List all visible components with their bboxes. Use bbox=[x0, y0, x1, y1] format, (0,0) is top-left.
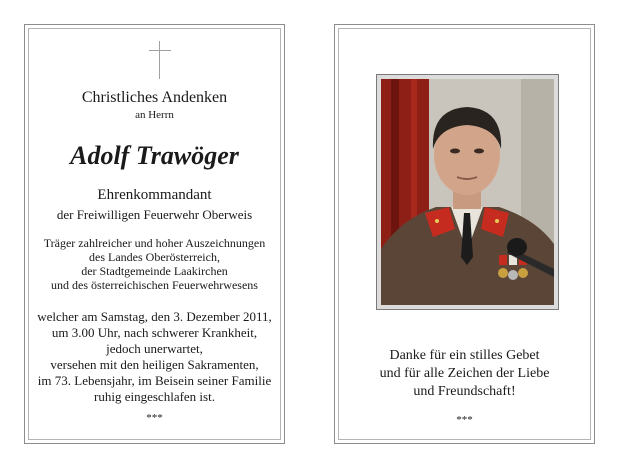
deceased-name: Adolf Trawöger bbox=[70, 141, 239, 170]
memorial-card-front bbox=[24, 24, 285, 444]
honors-line: Träger zahlreicher und hoher Auszeichnungen bbox=[43, 236, 266, 250]
closing-mark: *** bbox=[146, 412, 163, 424]
card-inner-border bbox=[338, 28, 591, 440]
honors-line: des Landes Oberösterreich, bbox=[89, 250, 220, 264]
obituary-line: ruhig eingeschlafen ist. bbox=[94, 389, 215, 404]
deceased-title: Ehrenkommandant bbox=[97, 187, 212, 203]
obituary-line: versehen mit den heiligen Sakramenten, bbox=[50, 357, 259, 372]
obituary-line: um 3.00 Uhr, nach schwerer Krankheit, bbox=[51, 325, 258, 340]
memorial-card-back bbox=[334, 24, 595, 444]
honors-line: und des österreichischen Feuerwehrwesens bbox=[51, 278, 258, 292]
thanks-line: und für alle Zeichen der Liebe bbox=[379, 366, 550, 381]
subheading: an Herrn bbox=[135, 109, 174, 121]
obituary-line: welcher am Samstag, den 3. Dezember 2011, bbox=[37, 309, 272, 324]
card-inner-border bbox=[28, 28, 281, 440]
portrait-photo bbox=[381, 79, 554, 305]
obituary-line: im 73. Lebensjahr, im Beisein seiner Familie bbox=[37, 373, 272, 388]
cross-icon bbox=[149, 41, 171, 79]
honors-line: der Stadtgemeinde Laakirchen bbox=[81, 264, 228, 278]
thanks-line: und Freundschaft! bbox=[413, 384, 516, 399]
organization: der Freiwilligen Feuerwehr Oberweis bbox=[56, 207, 253, 222]
closing-mark: *** bbox=[456, 414, 473, 426]
obituary-line: jedoch unerwartet, bbox=[106, 341, 203, 356]
heading: Christliches Andenken bbox=[81, 89, 228, 106]
thanks-line: Danke für ein stilles Gebet bbox=[389, 348, 540, 363]
portrait-frame bbox=[376, 74, 559, 310]
